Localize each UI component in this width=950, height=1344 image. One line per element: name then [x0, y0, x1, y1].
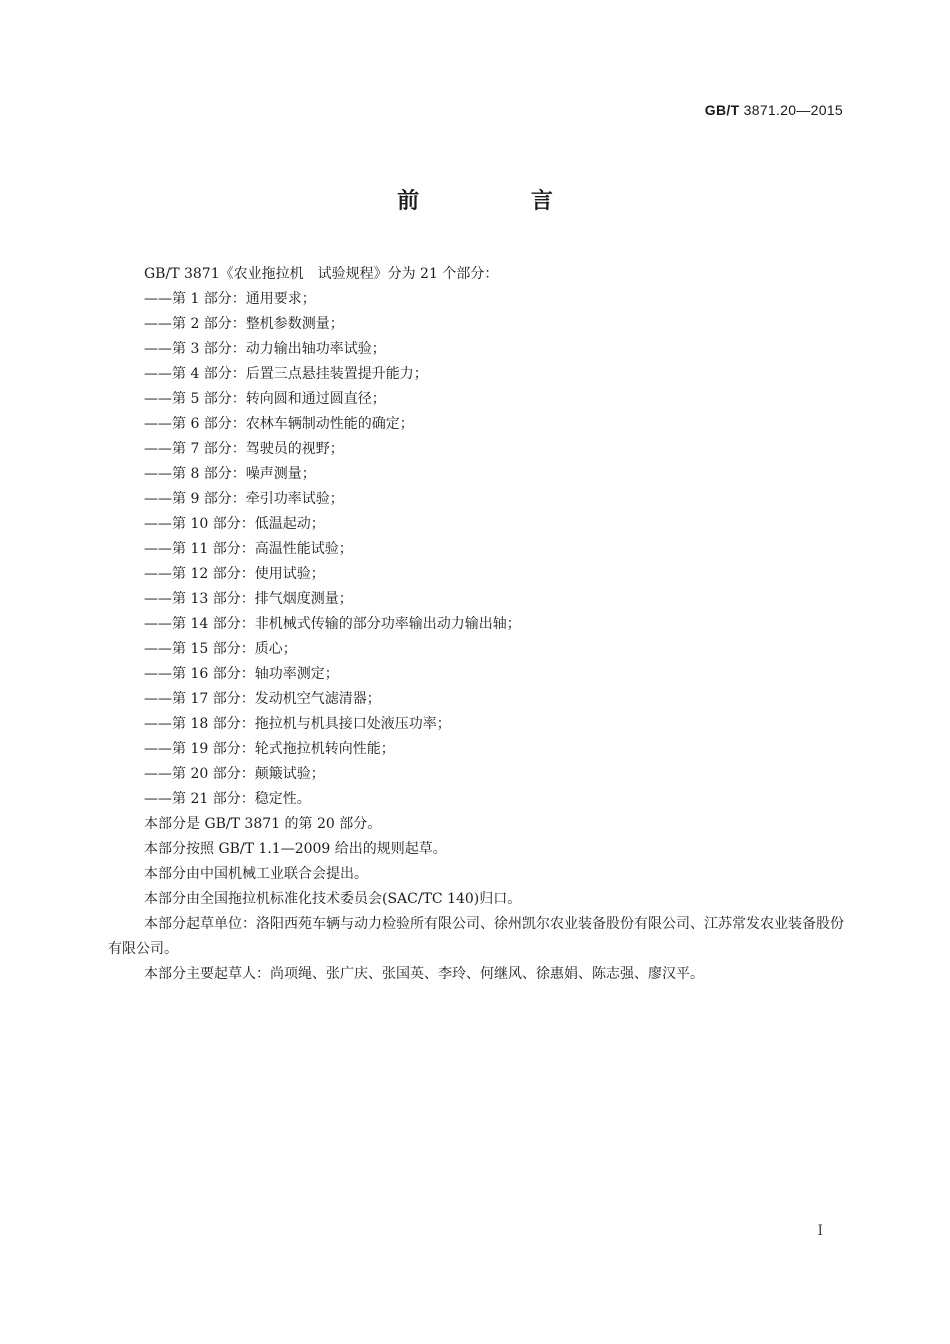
part-item: ——第 8 部分：噪声测量；: [144, 466, 316, 482]
foreword-body: [108, 262, 844, 987]
page-number: I: [817, 1223, 823, 1239]
standard-code-number: 3871.20—2015: [743, 102, 843, 118]
part-item: ——第 1 部分：通用要求；: [144, 291, 316, 307]
part-item: ——第 6 部分：农林车辆制动性能的确定；: [144, 416, 414, 432]
part-item: ——第 13 部分：排气烟度测量；: [144, 591, 353, 607]
statement-drafting-units: 本部分起草单位：洛阳西苑车辆与动力检验所有限公司、徐州凯尔农业装备股份有限公司、江苏常发农业装备股份有限公司。: [108, 916, 844, 957]
part-item: ——第 10 部分：低温起动；: [144, 516, 325, 532]
part-item: ——第 18 部分：拖拉机与机具接口处液压功率；: [144, 716, 451, 732]
page-title: 前 言: [397, 189, 605, 214]
part-item: ——第 5 部分：转向圆和通过圆直径；: [144, 391, 386, 407]
part-item: ——第 16 部分：轴功率测定；: [144, 666, 339, 682]
part-item: ——第 14 部分：非机械式传输的部分功率输出动力输出轴；: [144, 616, 521, 632]
part-item: ——第 17 部分：发动机空气滤清器；: [144, 691, 381, 707]
part-item: ——第 21 部分：稳定性。: [144, 791, 311, 807]
intro-line: GB/T 3871《农业拖拉机 试验规程》分为 21 个部分：: [144, 266, 499, 282]
standard-code: [705, 102, 843, 118]
statement-part-number: 本部分是 GB/T 3871 的第 20 部分。: [144, 816, 382, 832]
part-item: ——第 9 部分：牵引功率试验；: [144, 491, 344, 507]
part-item: ——第 20 部分：颠簸试验；: [144, 766, 325, 782]
part-item: ——第 15 部分：质心；: [144, 641, 297, 657]
part-item: ——第 11 部分：高温性能试验；: [144, 541, 353, 557]
statement-drafting-rules: 本部分按照 GB/T 1.1—2009 给出的规则起草。: [144, 841, 447, 857]
part-item: ——第 19 部分：轮式拖拉机转向性能；: [144, 741, 395, 757]
part-item: ——第 7 部分：驾驶员的视野；: [144, 441, 344, 457]
statement-proposer: 本部分由中国机械工业联合会提出。: [144, 866, 368, 882]
part-item: ——第 4 部分：后置三点悬挂装置提升能力；: [144, 366, 428, 382]
part-item: ——第 2 部分：整机参数测量；: [144, 316, 344, 332]
statement-drafters: 本部分主要起草人：尚项绳、张广庆、张国英、李玲、何继风、徐惠娟、陈志强、廖汉平。: [144, 966, 704, 982]
part-item: ——第 12 部分：使用试验；: [144, 566, 325, 582]
statement-committee: 本部分由全国拖拉机标准化技术委员会(SAC/TC 140)归口。: [144, 891, 522, 907]
part-item: ——第 3 部分：动力输出轴功率试验；: [144, 341, 386, 357]
standard-code-prefix: GB/T: [704, 102, 740, 118]
